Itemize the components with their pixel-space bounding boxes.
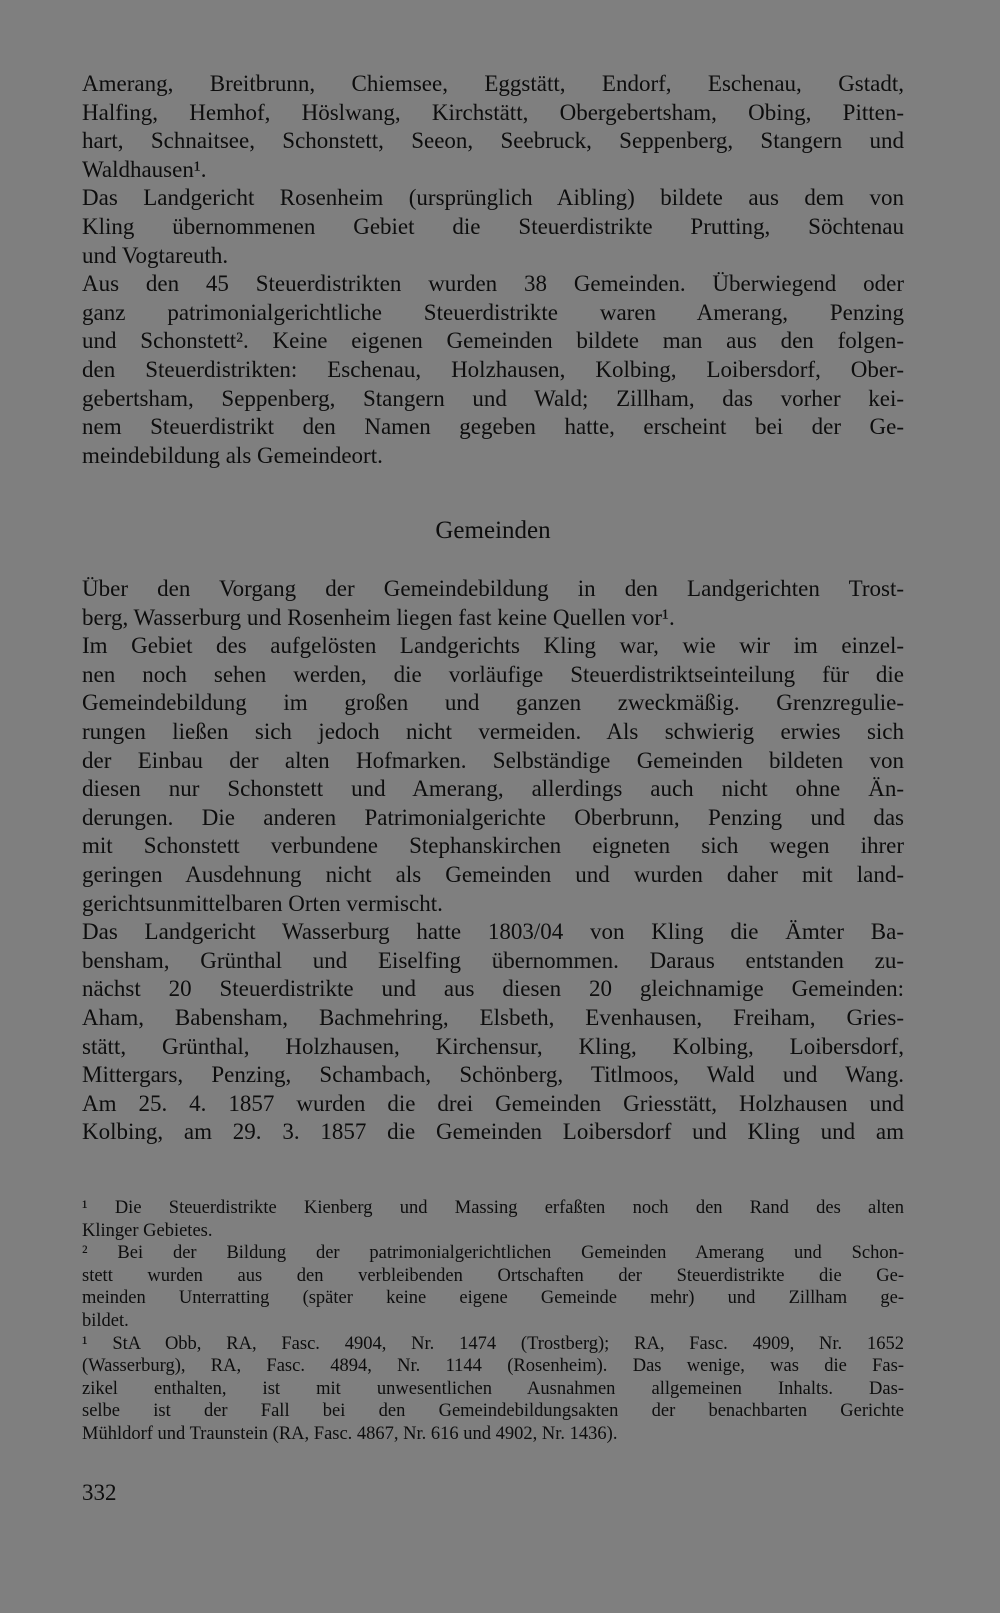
text-line: berg, Wasserburg und Rosenheim liegen fast keine Quellen vor¹. (82, 604, 675, 630)
text-line: den Steuerdistrikten: Eschenau, Holzhausen, Kolbing, Loibersdorf, Ober- (82, 356, 904, 382)
text-line: Gemeindebildung im großen und ganzen zweckmäßig. Grenzregulie- (82, 690, 904, 716)
text-line: hart, Schnaitsee, Schonstett, Seeon, Seebruck, Seppenberg, Stangern und (82, 128, 904, 154)
text-line: gerichtsunmittelbaren Orten vermischt. (82, 890, 443, 916)
page-number: 332 (82, 1480, 117, 1505)
text-line: geringen Ausdehnung nicht als Gemeinden und wurden daher mit land- (82, 861, 904, 887)
text-line: stätt, Grünthal, Holzhausen, Kirchensur, Kling, Kolbing, Loibersdorf, (82, 1033, 904, 1059)
text-line: bensham, Grünthal und Eiselfing übernommen. Daraus entstanden zu- (82, 947, 904, 973)
text-line: Klinger Gebietes. (82, 1220, 213, 1241)
section-heading: Gemeinden (435, 517, 551, 544)
text-line: rungen ließen sich jedoch nicht vermeiden. Als schwierig erwies sich (82, 718, 904, 744)
text-line: der Einbau der alten Hofmarken. Selbständige Gemeinden bildeten von (82, 747, 904, 773)
text-line: Im Gebiet des aufgelösten Landgerichts Kling war, wie wir im einzel- (82, 633, 904, 659)
text-line: Aus den 45 Steuerdistrikten wurden 38 Gemeinden. Überwiegend oder (82, 271, 904, 297)
text-line: ² Bei der Bildung der patrimonialgerichtlichen Gemeinden Amerang und Schon- (82, 1243, 904, 1264)
text-line: Halfing, Hemhof, Höslwang, Kirchstätt, Obergebertsham, Obing, Pitten- (82, 99, 904, 125)
text-line: diesen nur Schonstett und Amerang, allerdings auch nicht ohne Än- (82, 776, 904, 802)
text-line: (Wasserburg), RA, Fasc. 4894, Nr. 1144 (Rosenheim). Das wenige, was die Fas- (82, 1356, 904, 1377)
text-line: zikel enthalten, ist mit unwesentlichen Ausnahmen allgemeinen Inhalts. Das- (82, 1378, 904, 1399)
text-line: Mühldorf und Traunstein (RA, Fasc. 4867, Nr. 616 und 4902, Nr. 1436). (82, 1423, 618, 1444)
text-line: selbe ist der Fall bei den Gemeindebildungsakten der benachbarten Gerichte (82, 1401, 904, 1422)
text-line: derungen. Die anderen Patrimonialgerichte Oberbrunn, Penzing und das (82, 804, 904, 830)
text-line: nächst 20 Steuerdistrikte und aus diesen 20 gleichnamige Gemeinden: (82, 976, 904, 1002)
text-line: gebertsham, Seppenberg, Stangern und Wald; Zillham, das vorher kei- (82, 385, 904, 411)
paragraph-block-1 (82, 70, 904, 470)
text-line: ¹ StA Obb, RA, Fasc. 4904, Nr. 1474 (Trostberg); RA, Fasc. 4909, Nr. 1652 (82, 1333, 904, 1354)
text-line: nem Steuerdistrikt den Namen gegeben hatte, erscheint bei der Ge- (82, 414, 904, 440)
text-line: ganz patrimonialgerichtliche Steuerdistrikte waren Amerang, Penzing (82, 299, 904, 325)
text-line: meinden Unterratting (später keine eigene Gemeinde mehr) und Zillham ge- (82, 1288, 904, 1309)
text-line: stett wurden aus den verbleibenden Ortschaften der Steuerdistrikte die Ge- (82, 1265, 904, 1286)
text-line: Das Landgericht Rosenheim (ursprünglich Aibling) bildete aus dem von (82, 185, 904, 211)
footnotes-block (82, 1197, 904, 1446)
text-line: bildet. (82, 1310, 129, 1331)
text-line: Über den Vorgang der Gemeindebildung in den Landgerichten Trost- (82, 576, 904, 601)
text-line: Kolbing, am 29. 3. 1857 die Gemeinden Loibersdorf und Kling und am (82, 1119, 904, 1145)
text-line: und Vogtareuth. (82, 242, 229, 268)
text-line: Mittergars, Penzing, Schambach, Schönberg, Titlmoos, Wald und Wang. (82, 1062, 904, 1088)
text-line: Aham, Babensham, Bachmehring, Elsbeth, Evenhausen, Freiham, Gries- (82, 1004, 904, 1030)
text-line: ¹ Die Steuerdistrikte Kienberg und Massing erfaßten noch den Rand des alten (82, 1198, 904, 1218)
paragraph-block-2 (82, 575, 904, 1147)
text-line: Waldhausen¹. (82, 156, 207, 182)
text-line: Kling übernommenen Gebiet die Steuerdistrikte Prutting, Söchtenau (82, 213, 904, 239)
text-line: und Schonstett². Keine eigenen Gemeinden bildete man aus den folgen- (82, 328, 904, 354)
text-line: mit Schonstett verbundene Stephanskirchen eigneten sich wegen ihrer (82, 833, 904, 859)
text-line: Am 25. 4. 1857 wurden die drei Gemeinden Griesstätt, Holzhausen und (82, 1090, 904, 1116)
text-line: Amerang, Breitbrunn, Chiemsee, Eggstätt, Endorf, Eschenau, Gstadt, (82, 71, 904, 96)
text-line: nen noch sehen werden, die vorläufige Steuerdistriktseinteilung für die (82, 661, 904, 687)
text-line: Das Landgericht Wasserburg hatte 1803/04 von Kling die Ämter Ba- (82, 919, 904, 945)
text-line: meindebildung als Gemeindeort. (82, 442, 383, 468)
